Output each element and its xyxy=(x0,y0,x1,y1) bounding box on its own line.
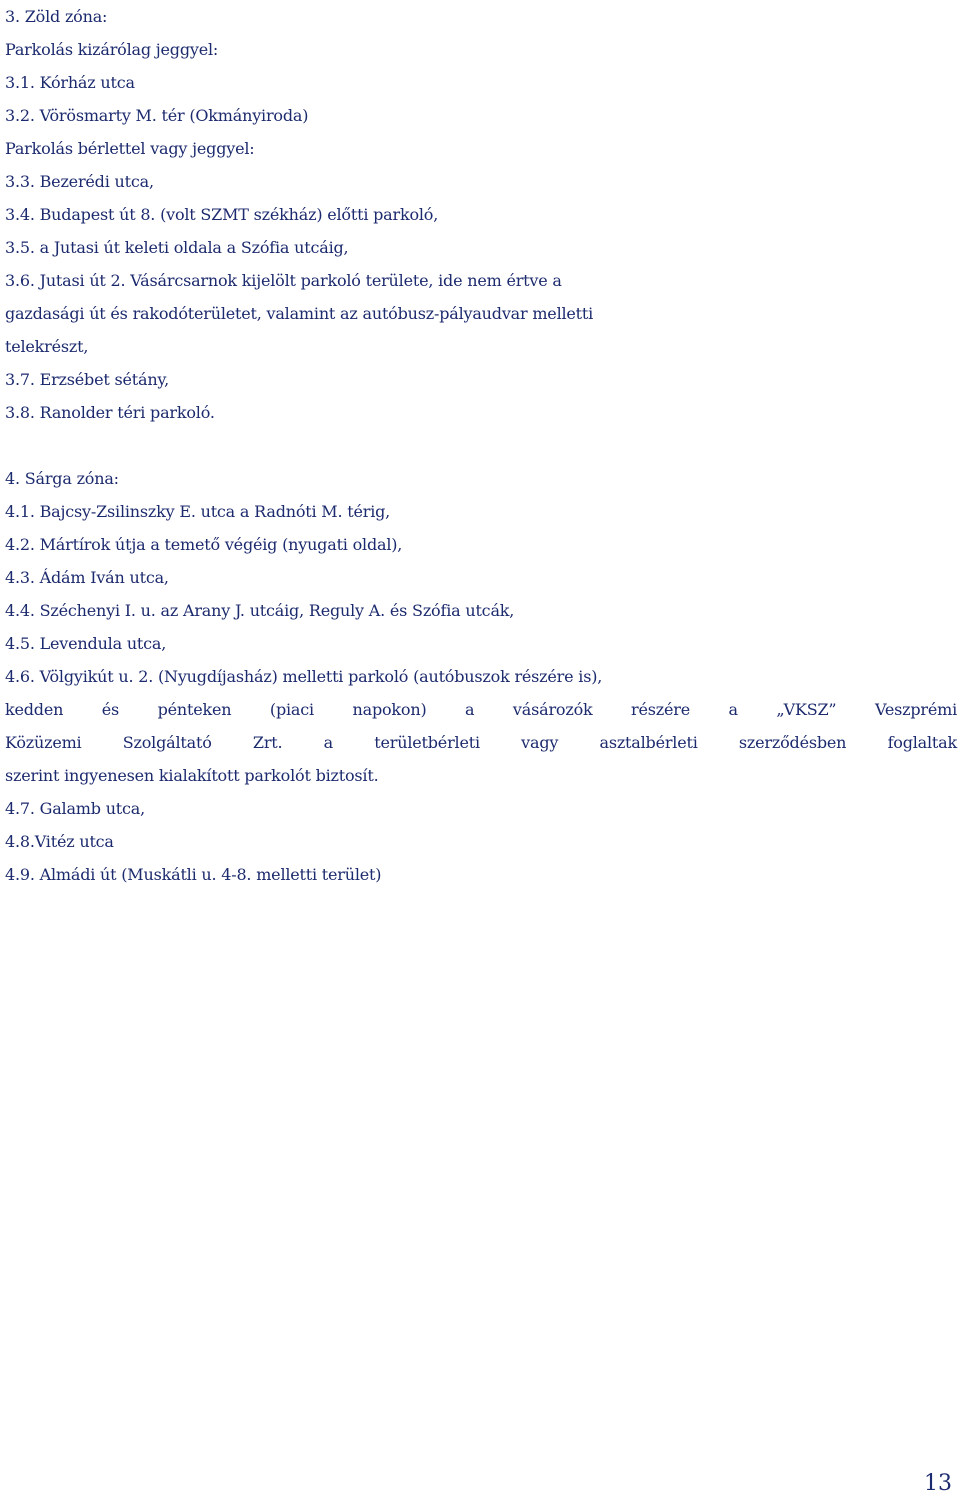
list-item-3-7: 3.7. Erzsébet sétány, xyxy=(5,370,170,389)
list-item-4-6-line1: 4.6. Völgyikút u. 2. (Nyugdíjasház) melletti parkoló (autóbuszok részére is), xyxy=(5,667,603,686)
ticket-only-label: Parkolás kizárólag jeggyel: xyxy=(5,40,219,59)
list-item-3-6-line3: telekrészt, xyxy=(5,337,89,356)
list-item-3-4: 3.4. Budapest út 8. (volt SZMT székház) előtti parkoló, xyxy=(5,205,439,224)
list-item-4-5: 4.5. Levendula utca, xyxy=(5,634,167,653)
page-number: 13 xyxy=(924,1471,952,1496)
list-item-4-6-line3: Közüzemi Szolgáltató Zrt. a területbérleti vagy asztalbérleti szerződésben foglaltak xyxy=(5,733,957,752)
list-item-3-6-line1: 3.6. Jutasi út 2. Vásárcsarnok kijelölt parkoló területe, ide nem értve a xyxy=(5,271,562,290)
list-item-4-8: 4.8.Vitéz utca xyxy=(5,832,114,851)
list-item-4-7: 4.7. Galamb utca, xyxy=(5,799,146,818)
document-page xyxy=(5,0,957,891)
list-item-4-3: 4.3. Ádám Iván utca, xyxy=(5,568,169,587)
list-item-4-4: 4.4. Széchenyi I. u. az Arany J. utcáig, Reguly A. és Szófia utcák, xyxy=(5,601,515,620)
list-item-3-2: 3.2. Vörösmarty M. tér (Okmányiroda) xyxy=(5,106,309,125)
list-item-3-6-line2: gazdasági út és rakodóterületet, valamint az autóbusz-pályaudvar melletti xyxy=(5,304,594,323)
list-item-4-1: 4.1. Bajcsy-Zsilinszky E. utca a Radnóti M. térig, xyxy=(5,502,391,521)
zone3-heading: 3. Zöld zóna: xyxy=(5,7,108,26)
section-spacer xyxy=(5,429,957,462)
pass-or-ticket-label: Parkolás bérlettel vagy jeggyel: xyxy=(5,139,255,158)
list-item-3-5: 3.5. a Jutasi út keleti oldala a Szófia utcáig, xyxy=(5,238,349,257)
list-item-3-3: 3.3. Bezerédi utca, xyxy=(5,172,154,191)
zone4-heading: 4. Sárga zóna: xyxy=(5,469,119,488)
list-item-4-9: 4.9. Almádi út (Muskátli u. 4-8. melletti terület) xyxy=(5,865,382,884)
list-item-4-6-line2: kedden és pénteken (piaci napokon) a vásározók részére a „VKSZ” Veszprémi xyxy=(5,700,957,719)
list-item-3-1: 3.1. Kórház utca xyxy=(5,73,135,92)
list-item-4-2: 4.2. Mártírok útja a temető végéig (nyugati oldal), xyxy=(5,535,403,554)
list-item-3-8: 3.8. Ranolder téri parkoló. xyxy=(5,403,215,422)
list-item-4-6-line4: szerint ingyenesen kialakított parkolót biztosít. xyxy=(5,766,379,785)
